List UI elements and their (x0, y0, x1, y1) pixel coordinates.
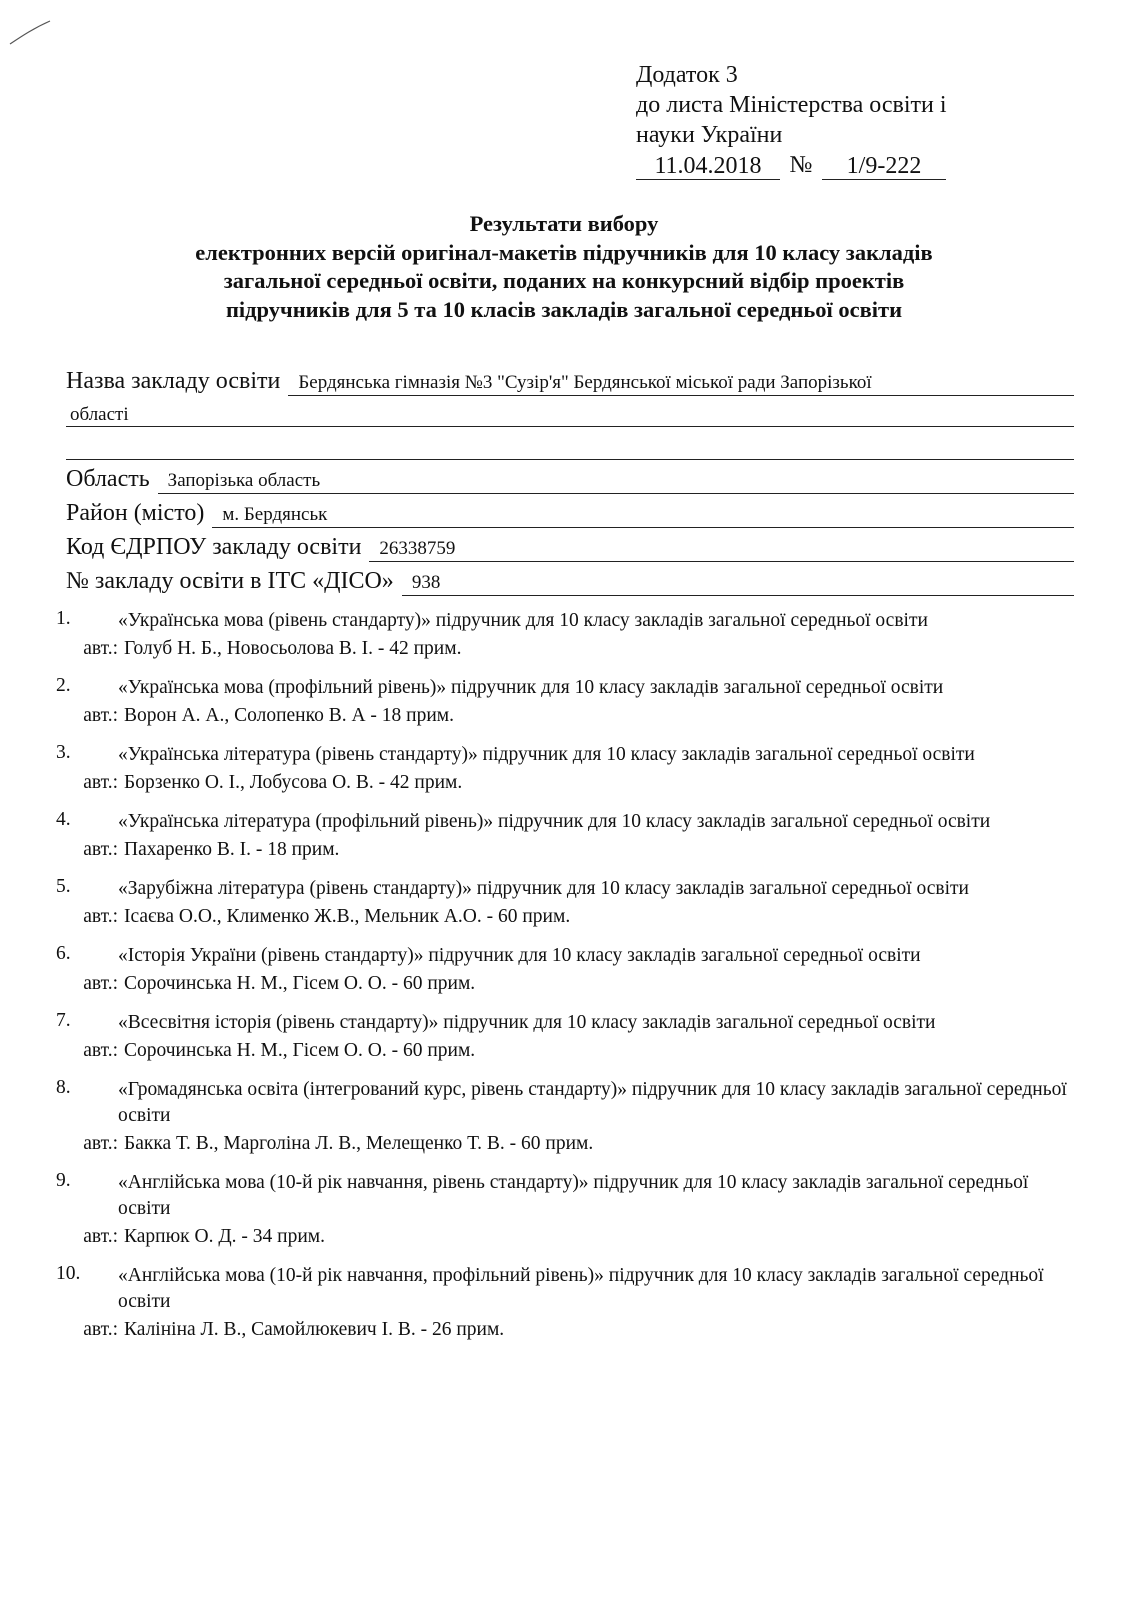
item-authors: Карпюк О. Д. - 34 прим. (124, 1226, 325, 1247)
institution-name-value: Бердянська гімназія №3 "Сузір'я" Бердянської міської ради Запорізької (288, 371, 1074, 396)
item-authors: Бакка Т. В., Марголіна Л. В., Мелещенко Т. В. - 60 прим. (124, 1133, 594, 1154)
item-authors: Сорочинська Н. М., Гісем О. О. - 60 прим. (124, 973, 476, 994)
blank-line (66, 427, 1074, 460)
list-item (56, 1077, 1076, 1157)
item-number: 8. (56, 1077, 71, 1098)
item-authors: Ісаєва О.О., Клименко Ж.В., Мельник А.О. - 60 прим. (124, 906, 571, 927)
authors-label: авт.: (83, 839, 118, 860)
list-item (56, 1263, 1076, 1343)
item-authors: Ворон А. А., Солопенко В. А - 18 прим. (124, 705, 455, 726)
letter-number: 1/9-222 (822, 153, 946, 180)
edrpou-value: 26338759 (369, 537, 1074, 562)
disco-label: № закладу освіти в ІТС «ДІСО» (66, 568, 394, 594)
item-number: 9. (56, 1170, 71, 1191)
item-number: 1. (56, 608, 71, 629)
letter-reference (636, 150, 1016, 180)
list-item (56, 675, 1076, 729)
institution-fields (66, 362, 1074, 596)
item-title: «Українська мова (профільний рівень)» підручник для 10 класу закладів загальної середньої освіти (118, 677, 944, 698)
item-title: «Зарубіжна література (рівень стандарту)» підручник для 10 класу закладів загальної середньої освіти (118, 878, 969, 899)
item-authors: Борзенко О. І., Лобусова О. В. - 42 прим. (124, 772, 463, 793)
item-authors: Голуб Н. Б., Новосьолова В. І. - 42 прим. (124, 638, 462, 659)
authors-label: авт.: (83, 973, 118, 994)
list-item (56, 876, 1076, 930)
item-number: 10. (56, 1263, 81, 1284)
item-number: 2. (56, 675, 71, 696)
item-title: «Англійська мова (10-й рік навчання, рівень стандарту)» підручник для 10 класу закладів загальної середньої освіти (118, 1172, 1029, 1219)
appendix-header (636, 60, 1016, 180)
item-authors: Пахаренко В. І. - 18 прим. (124, 839, 340, 860)
item-authors: Калініна Л. В., Самойлюкевич І. В. - 26 прим. (124, 1319, 505, 1340)
number-sign: № (789, 152, 813, 178)
title-line-2: електронних версій оригінал-макетів підручників для 10 класу закладів (195, 239, 933, 265)
title-line-4: підручників для 5 та 10 класів закладів загальної середньої освіти (225, 296, 903, 322)
district-label: Район (місто) (66, 500, 205, 526)
item-title: «Англійська мова (10-й рік навчання, профільний рівень)» підручник для 10 класу закладів загальної середньої освіти (118, 1265, 1044, 1312)
list-item (56, 742, 1076, 796)
authors-label: авт.: (83, 638, 118, 659)
list-item (56, 943, 1076, 997)
district-row (66, 494, 1074, 528)
list-item (56, 608, 1076, 662)
item-title: «Громадянська освіта (інтегрований курс, рівень стандарту)» підручник для 10 класу закладів загальної середньої освіти (118, 1079, 1067, 1126)
title-line-1: Результати вибору (469, 211, 659, 236)
list-item (56, 809, 1076, 863)
item-number: 7. (56, 1010, 71, 1031)
item-title: «Українська мова (рівень стандарту)» підручник для 10 класу закладів загальної середньої освіти (118, 610, 928, 631)
title-line-3: загальної середньої освіти, поданих на конкурсний відбір проектів (223, 268, 905, 293)
authors-label: авт.: (83, 1040, 118, 1061)
institution-name-label: Назва закладу освіти (66, 368, 281, 394)
textbook-list (56, 608, 1076, 1356)
item-title: «Українська література (рівень стандарту)» підручник для 10 класу закладів загальної середньої освіти (118, 744, 975, 765)
authors-label: авт.: (83, 906, 118, 927)
item-number: 6. (56, 943, 71, 964)
item-number: 5. (56, 876, 71, 897)
item-title: «Історія України (рівень стандарту)» підручник для 10 класу закладів загальної середньої освіти (118, 945, 921, 966)
region-value: Запорізька область (158, 469, 1074, 494)
authors-label: авт.: (83, 1226, 118, 1247)
edrpou-row (66, 528, 1074, 562)
item-title: «Всесвітня історія (рівень стандарту)» підручник для 10 класу закладів загальної середньої освіти (118, 1012, 936, 1033)
pen-stroke-mark (8, 18, 52, 48)
list-item (56, 1010, 1076, 1064)
disco-value: 938 (402, 571, 1074, 596)
authors-label: авт.: (83, 1133, 118, 1154)
institution-name-row (66, 362, 1074, 396)
item-number: 4. (56, 809, 71, 830)
authors-label: авт.: (83, 772, 118, 793)
region-label: Область (66, 466, 150, 492)
document-title (60, 210, 1068, 324)
edrpou-label: Код ЄДРПОУ закладу освіти (66, 534, 362, 560)
letter-date: 11.04.2018 (636, 153, 780, 180)
authors-label: авт.: (83, 1319, 118, 1340)
item-title: «Українська література (профільний рівень)» підручник для 10 класу закладів загальної середньої освіти (118, 811, 991, 832)
disco-row (66, 562, 1074, 596)
appendix-line-3: науки України (636, 122, 783, 148)
appendix-line-1: Додаток 3 (636, 62, 738, 88)
authors-label: авт.: (83, 705, 118, 726)
item-number: 3. (56, 742, 71, 763)
institution-name-continuation: області (66, 396, 1074, 427)
list-item (56, 1170, 1076, 1250)
appendix-line-2: до листа Міністерства освіти і (636, 92, 947, 118)
item-authors: Сорочинська Н. М., Гісем О. О. - 60 прим. (124, 1040, 476, 1061)
region-row (66, 460, 1074, 494)
district-value: м. Бердянськ (212, 503, 1074, 528)
